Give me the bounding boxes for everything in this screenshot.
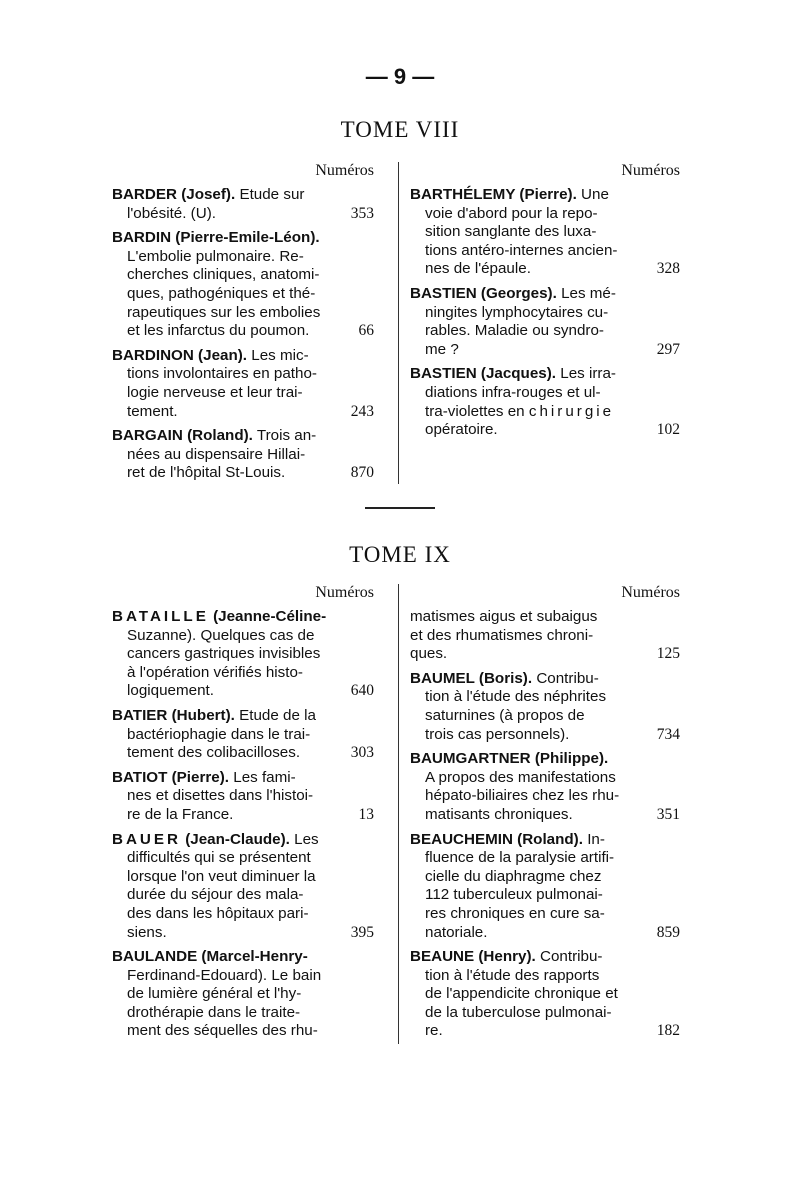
entry-line [410,787,680,806]
entry-line [112,905,374,924]
title-text: ret de l'hôpital St-Louis. [127,464,286,482]
entry-line [112,868,374,887]
title-text: nes et disettes dans l'histoi- [127,787,314,805]
entry-line [112,427,374,446]
author-name: BEAUCHEMIN (Roland). [410,830,583,848]
index-entry [112,229,374,341]
tome-viii-title: TOME VIII [340,117,460,142]
entry-number: 182 [656,1022,680,1040]
entry-number: 640 [350,682,374,700]
tome-viii-section [108,162,688,484]
index-entry [410,831,680,943]
title-text: Ferdinand-Edouard). Le bain [127,966,322,984]
author-name: BEAUNE (Henry). [410,948,536,966]
author-name: BASTIEN (Jacques). [410,365,557,383]
entry-line [410,627,680,646]
author-name: BAUMGARTNER (Philippe). [410,750,609,768]
column-divider [398,584,399,1044]
index-entry [112,769,374,825]
title-text: bactériophagie dans le trai- [127,725,311,743]
entry-line [410,905,680,924]
entry-head [410,948,602,967]
entry-line [410,948,680,967]
entry-line [410,341,680,360]
entry-head [410,186,609,205]
entry-line [410,868,680,887]
title-text: hépato-biliaires chez les rhu- [425,787,620,805]
title-text: tra-violettes en chirurgie [425,402,615,420]
numeros-header: Numéros [315,584,374,601]
title-text: tions involontaires en patho- [127,365,317,383]
entry-line [410,365,680,384]
title-text: Suzanne). Quelques cas de [127,626,315,644]
entry-line [112,664,374,683]
entry-line [410,260,680,279]
entry-number: 870 [350,464,374,482]
entry-head [112,707,316,726]
entry-line [112,403,374,422]
title-text: Les [294,830,319,848]
entry-line [112,627,374,646]
entry-head [112,831,319,850]
entry-number: 859 [656,923,680,941]
title-text: de lumière général et l'hy- [127,985,302,1003]
entry-line [410,285,680,304]
entry-line [112,645,374,664]
entry-line [410,924,680,943]
entry-number: 125 [656,645,680,663]
entry-line [410,304,680,323]
entry-line [112,769,374,788]
title-text: à l'opération vérifiés histo- [127,663,303,681]
title-text: fluence de la paralysie artifi- [425,849,615,867]
entry-line [112,726,374,745]
entry-line [112,849,374,868]
entry-line [112,304,374,323]
author-name: BARDER (Josef). [112,186,236,203]
index-entry [112,948,374,1041]
entry-head [112,608,326,627]
entry-number: 303 [350,744,374,762]
author-name: BATIER (Hubert). [112,706,235,724]
entry-line [410,750,680,769]
title-text: logiquement. [127,682,214,700]
index-entry [410,670,680,744]
entry-line [410,608,680,627]
entry-number: 351 [656,805,680,823]
title-text: sition sanglante des luxa- [425,223,597,241]
emphasis-text: BATAILLE [112,608,209,625]
title-text: Les irra- [560,365,616,383]
title-text: des dans les hôpitaux pari- [127,904,309,922]
title-text: Etude de la [239,706,316,724]
title-text: saturnines (à propos de [425,706,585,724]
title-text: natoriale. [425,923,488,941]
tome-ix-title: TOME IX [349,542,451,567]
entry-number: 243 [350,402,374,420]
author-name: BARDINON (Jean). [112,346,248,364]
author-name: BARGAIN (Roland). [112,427,253,445]
title-text: Etude sur [239,186,305,203]
title-text: trois cas personnels). [425,725,570,743]
entry-line [410,186,680,205]
entry-line [410,421,680,440]
entry-line [112,985,374,1004]
title-text: tement des colibacilloses. [127,744,301,762]
entry-line [112,384,374,403]
entry-line [112,229,374,248]
author-name: BAUMEL (Boris). [410,669,533,687]
index-entry [410,186,680,279]
title-text: tement. [127,402,178,420]
title-text: tion à l'étude des rapports [425,966,600,984]
entry-line [410,849,680,868]
entry-head [410,365,616,384]
title-text: Contribu- [539,948,603,966]
emphasis-text: BAUER [112,830,182,848]
entry-line [410,223,680,242]
title-text: re de la France. [127,805,234,823]
entry-line [112,967,374,986]
title-text: L'embolie pulmonaire. Re- [127,247,304,265]
title-text: Trois an- [256,427,317,445]
entry-line [410,670,680,689]
entry-line [410,806,680,825]
entry-line [112,248,374,267]
index-entry [410,365,680,439]
entry-head [410,670,599,689]
entry-head [410,285,616,304]
title-text: opératoire. [425,421,498,439]
entry-line [410,688,680,707]
entry-line [410,831,680,850]
entry-line [112,266,374,285]
title-text: logie nerveuse et leur trai- [127,383,303,401]
entry-head [112,186,304,205]
entry-line [410,645,680,664]
entry-line [112,285,374,304]
entry-line [112,1004,374,1023]
title-text: cherches cliniques, anatomi- [127,266,320,284]
title-text: ment des séquelles des rhu- [127,1022,318,1040]
entry-line [112,446,374,465]
entry-line [112,365,374,384]
entry-line [112,707,374,726]
entry-number: 102 [656,421,680,439]
entry-line [112,831,374,850]
entry-line [410,205,680,224]
entry-line [112,806,374,825]
numeros-header: Numéros [621,584,680,601]
entry-line [112,787,374,806]
entry-line [112,1022,374,1041]
entry-line [410,769,680,788]
title-text: durée du séjour des mala- [127,886,304,904]
title-text: matisants chroniques. [425,805,573,823]
entry-line [410,242,680,261]
tome-ix-section [108,584,688,1044]
title-text: nées au dispensaire Hillai- [127,445,306,463]
entry-line [410,726,680,745]
title-text: Une [581,186,609,203]
title-text: siens. [127,923,167,941]
entry-head [112,229,320,248]
tome-ix-right-column [410,584,680,1047]
entry-line [112,322,374,341]
title-text: Les fami- [233,768,296,786]
entry-number: 353 [350,204,374,222]
index-entry [112,347,374,421]
index-entry [410,285,680,359]
title-text: de la tuberculose pulmonai- [425,1003,612,1021]
author-name: BARTHÉLEMY (Pierre). [410,186,577,203]
entry-head [112,427,316,446]
title-text: Les mé- [561,284,616,302]
entry-line [112,608,374,627]
title-text: ques. [410,645,448,663]
index-entry [410,750,680,824]
entry-number: 66 [358,322,374,340]
entry-line [410,322,680,341]
emphasis-text: chirurgie [528,402,615,420]
entry-line [410,1004,680,1023]
index-entry [410,948,680,1041]
title-text: In- [587,830,605,848]
author-name: BAUER (Jean-Claude). [112,830,290,848]
index-entry [112,831,374,943]
title-text: voie d'abord pour la repo- [425,204,598,222]
index-entry [112,707,374,763]
entry-number: 328 [656,260,680,278]
title-text: me ? [425,340,459,358]
title-text: Les mic- [251,346,309,364]
entry-number: 297 [656,340,680,358]
entry-line [112,205,374,224]
title-text: rables. Maladie ou syndro- [425,322,604,340]
entry-line [410,886,680,905]
column-divider [398,162,399,484]
entry-number: 13 [358,805,374,823]
title-text: l'obésité. (U). [127,204,216,222]
title-text: et les infarctus du poumon. [127,322,310,340]
entry-line [112,347,374,366]
entry-number: 734 [656,725,680,743]
title-text: Contribu- [536,669,599,687]
title-text: tion à l'étude des néphrites [425,688,607,706]
entry-head [112,769,296,788]
author-name: BATIOT (Pierre). [112,768,230,786]
title-text: tions antéro-internes ancien- [425,241,618,259]
title-text: 112 tuberculeux pulmonai- [425,886,603,904]
entry-line [112,464,374,483]
title-text: cancers gastriques invisibles [127,645,321,663]
entry-line [112,186,374,205]
tome-viii-left-column [112,162,374,489]
title-text: diations infra-rouges et ul- [425,383,601,401]
title-text: A propos des manifestations [425,768,616,786]
entry-line [112,924,374,943]
entry-line [112,886,374,905]
title-text: re. [425,1022,443,1040]
tome-ix-left-column [112,584,374,1047]
entry-line [410,403,680,422]
title-text: difficultés qui se présentent [127,849,311,867]
entry-line [410,1022,680,1041]
title-text: matismes aigus et subaigus [410,608,598,625]
entry-line [410,384,680,403]
entry-line [112,744,374,763]
index-entry [112,186,374,223]
entry-head [410,831,605,850]
title-text: res chroniques en cure sa- [425,904,605,922]
tome-viii-right-column [410,162,680,446]
index-entry [112,608,374,701]
author-name: BASTIEN (Georges). [410,284,557,302]
title-text: ques, pathogéniques et thé- [127,284,316,302]
title-text: et des rhumatismes chroni- [410,626,594,644]
numeros-header: Numéros [315,162,374,179]
author-name: BARDIN (Pierre-Emile-Léon). [112,229,320,247]
entry-line [410,985,680,1004]
title-text: rapeutiques sur les embolies [127,303,321,321]
title-text: nes de l'épaule. [425,260,531,278]
author-name: BATAILLE (Jeanne-Céline- [112,608,327,625]
title-text: de l'appendicite chronique et [425,985,618,1003]
title-text: cielle du diaphragme chez [425,867,602,885]
entry-line [410,967,680,986]
title-text: ningites lymphocytaires cu- [425,303,609,321]
entry-number: 395 [350,923,374,941]
index-entry [112,427,374,483]
entry-line [410,707,680,726]
index-entry [410,608,680,664]
entry-head [410,750,608,769]
section-divider [365,507,435,509]
entry-head [112,347,309,366]
author-name: BAULANDE (Marcel-Henry- [112,948,308,966]
page-number: — 9 — [365,64,435,89]
numeros-header: Numéros [621,162,680,179]
entry-line [112,948,374,967]
entry-line [112,682,374,701]
title-text: lorsque l'on veut diminuer la [127,867,316,885]
entry-head [112,948,308,967]
title-text: drothérapie dans le traite- [127,1003,301,1021]
